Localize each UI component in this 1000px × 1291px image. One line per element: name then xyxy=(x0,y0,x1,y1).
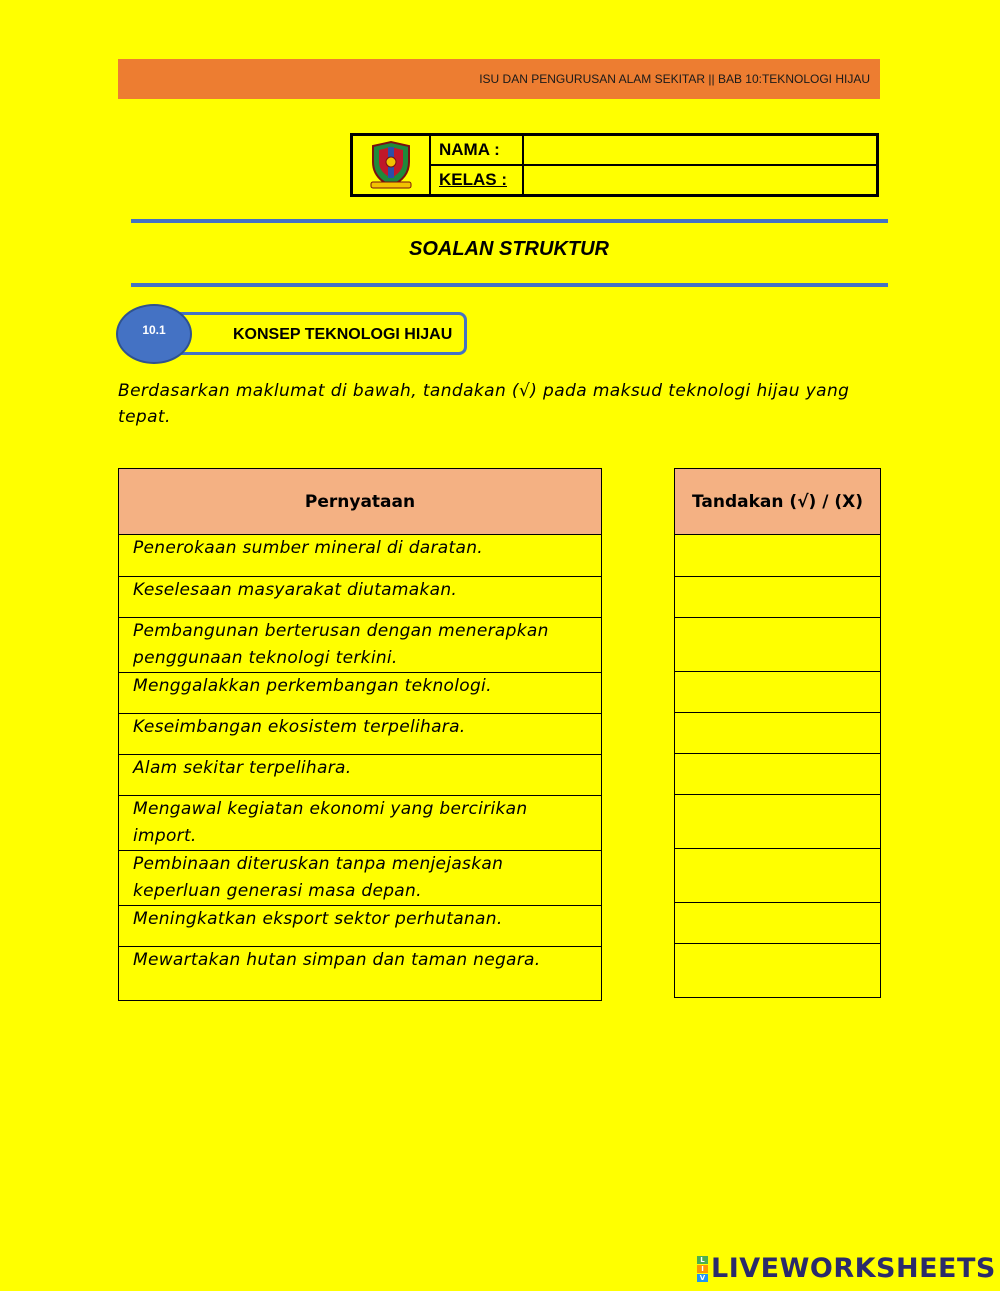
statement-header: Pernyataan xyxy=(119,469,602,535)
name-field[interactable] xyxy=(524,136,876,166)
instructions: Berdasarkan maklumat di bawah, tandakan (√) pada maksud teknologi hijau yang tepat. xyxy=(118,381,850,427)
student-id-box xyxy=(350,133,879,197)
statement-table xyxy=(118,468,602,1001)
topic-label: KONSEP TEKNOLOGI HIJAU xyxy=(233,326,453,343)
school-logo xyxy=(353,136,431,194)
statement-cell: Keseimbangan ekosistem terpelihara. xyxy=(119,714,602,755)
mark-header: Tandakan (√) / (X) xyxy=(675,469,881,535)
mark-table xyxy=(674,468,881,998)
statement-cell: Pembangunan berterusan dengan menerapkan penggunaan teknologi terkini. xyxy=(119,618,602,673)
liveworksheets-logo-icon: L I V xyxy=(697,1256,708,1282)
top-divider xyxy=(131,219,888,223)
mark-input[interactable] xyxy=(675,618,881,672)
mark-input[interactable] xyxy=(675,849,881,903)
name-label: NAMA : xyxy=(431,136,522,166)
mark-input[interactable] xyxy=(675,944,881,998)
bottom-divider xyxy=(131,283,888,287)
mark-input[interactable] xyxy=(675,713,881,754)
statement-cell: Keselesaan masyarakat diutamakan. xyxy=(119,577,602,618)
topic-number-badge xyxy=(116,304,192,364)
statement-cell: Penerokaan sumber mineral di daratan. xyxy=(119,535,602,577)
mark-input[interactable] xyxy=(675,903,881,944)
school-crest-icon xyxy=(365,138,417,192)
statement-cell: Alam sekitar terpelihara. xyxy=(119,755,602,796)
statement-cell: Meningkatkan eksport sektor perhutanan. xyxy=(119,906,602,947)
mark-input[interactable] xyxy=(675,754,881,795)
topic-number: 10.1 xyxy=(142,323,166,337)
statement-cell: Mewartakan hutan simpan dan taman negara. xyxy=(119,947,602,1001)
mark-input[interactable] xyxy=(675,795,881,849)
liveworksheets-watermark xyxy=(697,1253,996,1284)
mark-input[interactable] xyxy=(675,577,881,618)
section-title: SOALAN STRUKTUR xyxy=(409,238,609,260)
class-label: KELAS : xyxy=(439,170,507,189)
header-title: ISU DAN PENGURUSAN ALAM SEKITAR || BAB 10:TEKNOLOGI HIJAU xyxy=(479,72,870,86)
mark-input[interactable] xyxy=(675,672,881,713)
statement-cell: Mengawal kegiatan ekonomi yang bercirikan import. xyxy=(119,796,602,851)
mark-input[interactable] xyxy=(675,535,881,577)
statement-cell: Pembinaan diteruskan tanpa menjejaskan keperluan generasi masa depan. xyxy=(119,851,602,906)
class-field[interactable] xyxy=(524,166,876,194)
header-bar xyxy=(118,59,880,99)
watermark-text: LIVEWORKSHEETS xyxy=(711,1253,996,1284)
topic-tag xyxy=(150,312,467,355)
statement-cell: Menggalakkan perkembangan teknologi. xyxy=(119,673,602,714)
